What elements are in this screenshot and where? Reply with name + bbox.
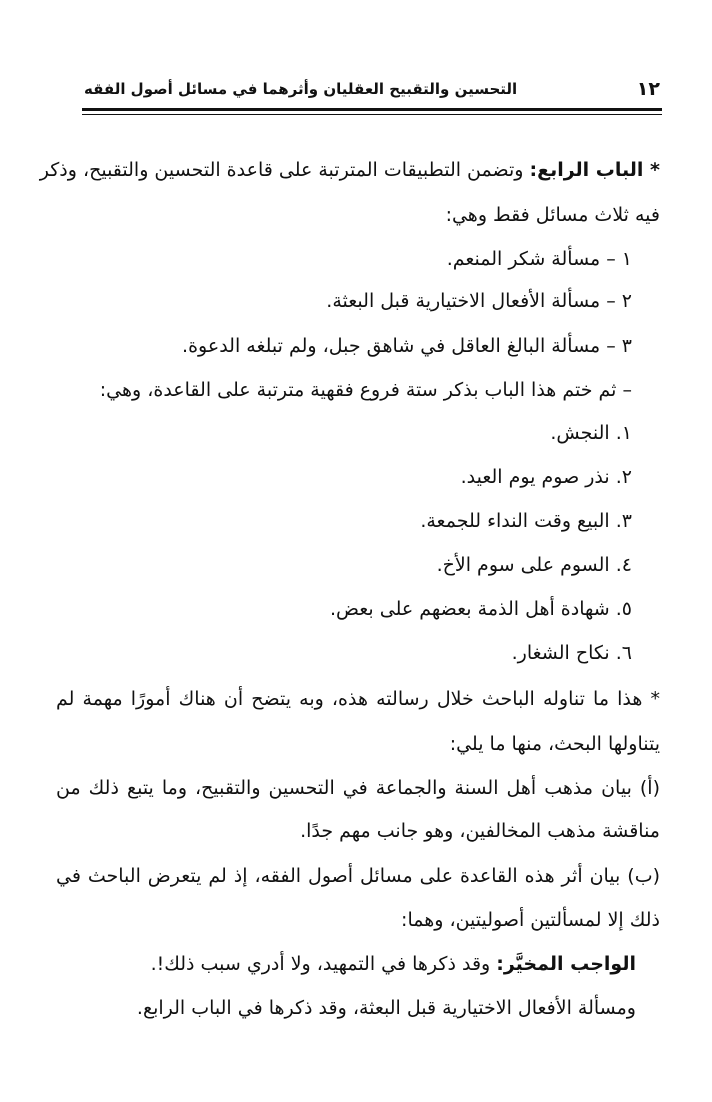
summary-line-2: يتناولها البحث، منها ما يلي: xyxy=(449,733,660,755)
branches-intro: – ثم ختم هذا الباب بذكر ستة فروع فقهية مترتبة على القاعدة، وهي: xyxy=(99,379,632,401)
chapter-line xyxy=(39,157,660,183)
issue-3: ٣ – مسألة البالغ العاقل في شاهق جبل، ولم تبلغه الدعوة. xyxy=(182,335,632,357)
branch-1: ١. النجش. xyxy=(550,422,632,444)
chapter-label: * الباب الرابع: xyxy=(529,159,660,181)
summary-line-1: * هذا ما تناوله الباحث خلال رسالته هذه، وبه يتضح أن هناك أمورًا مهمة لم xyxy=(56,688,660,710)
header-rule-thin xyxy=(82,114,662,115)
chapter-continuation: فيه ثلاث مسائل فقط وهي: xyxy=(445,204,660,226)
issue-1: ١ – مسألة شكر المنعم. xyxy=(446,248,632,270)
page-number: ١٢ xyxy=(636,78,660,100)
branch-2: ٢. نذر صوم يوم العيد. xyxy=(460,466,632,488)
last-line: ومسألة الأفعال الاختيارية قبل البعثة، وقد ذكرها في الباب الرابع. xyxy=(136,997,636,1019)
branch-3: ٣. البيع وقت النداء للجمعة. xyxy=(420,510,632,532)
chapter-text: وتضمن التطبيقات المترتبة على قاعدة التحسين والتقبيح، وذكر xyxy=(39,159,530,181)
wajib-label: الواجب المخيَّر: xyxy=(496,953,636,975)
branch-4: ٤. السوم على سوم الأخ. xyxy=(436,554,632,576)
point-a-line-1: (أ) بيان مذهب أهل السنة والجماعة في التحسين والتقبيح، وما يتبع ذلك من xyxy=(56,777,660,799)
wajib-text: وقد ذكرها في التمهيد، ولا أدري سبب ذلك!. xyxy=(150,953,497,975)
wajib-line xyxy=(151,951,636,977)
header-rule-thick xyxy=(82,108,662,111)
point-b-line-2: ذلك إلا لمسألتين أصوليتين، وهما: xyxy=(401,909,660,931)
point-a-line-2: مناقشة مذهب المخالفين، وهو جانب مهم جدًا. xyxy=(300,820,660,842)
point-b-line-1: (ب) بيان أثر هذه القاعدة على مسائل أصول الفقه، إذ لم يتعرض الباحث في xyxy=(56,865,660,887)
header-title: التحسين والتقبيح العقليان وأثرهما في مسائل أصول الفقه xyxy=(84,80,518,98)
issue-2: ٢ – مسألة الأفعال الاختيارية قبل البعثة. xyxy=(326,290,632,312)
branch-6: ٦. نكاح الشغار. xyxy=(511,642,632,664)
branch-5: ٥. شهادة أهل الذمة بعضهم على بعض. xyxy=(329,598,632,620)
running-header xyxy=(84,78,660,104)
